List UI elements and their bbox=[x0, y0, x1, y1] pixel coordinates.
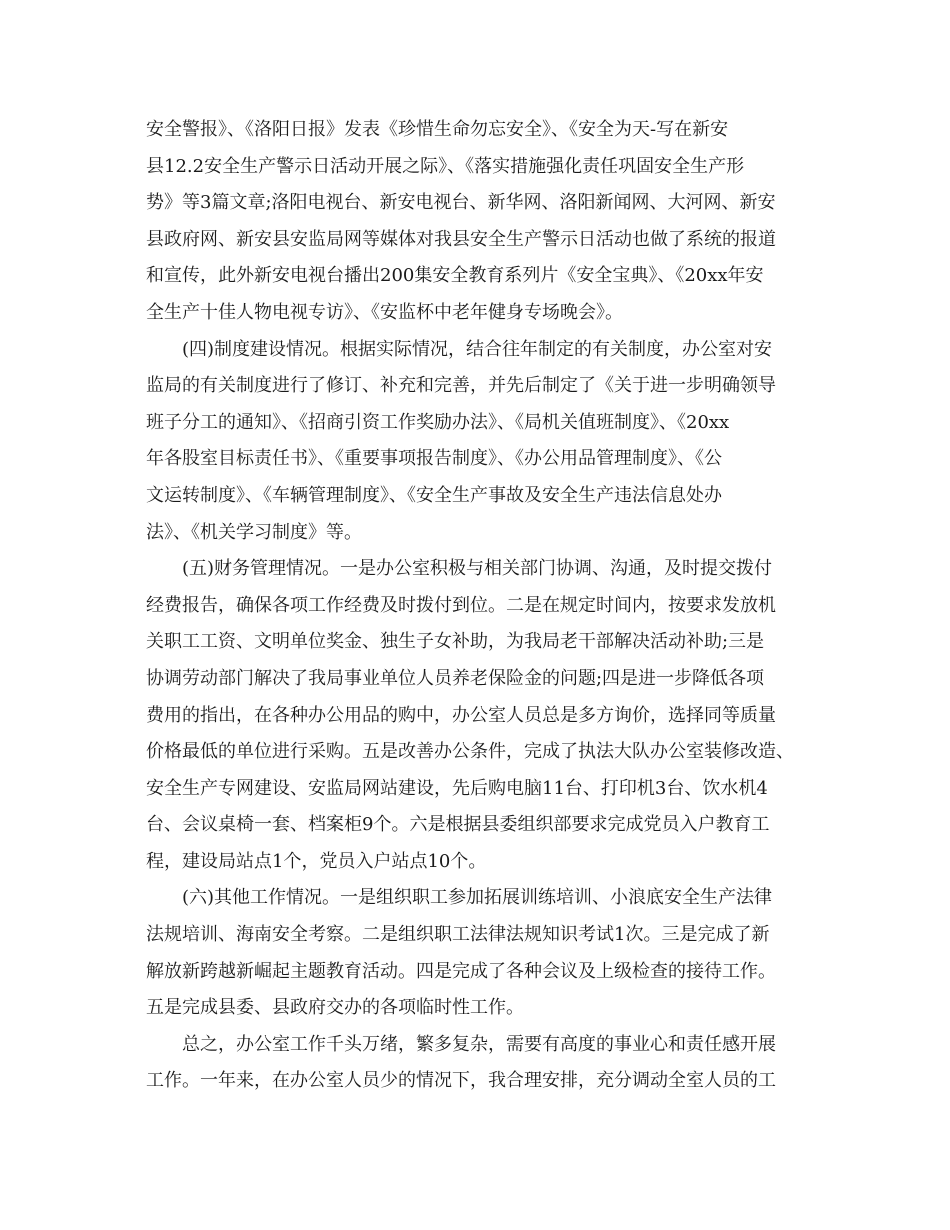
text-line: (四)制度建设情况。根据实际情况，结合往年制定的有关制度，办公室对安 bbox=[182, 338, 773, 360]
text-line: 法》、《机关学习制度》等。 bbox=[146, 521, 362, 543]
text-line: 县12.2安全生产警示日活动开展之际》、《落实措施强化责任巩固安全生产形 bbox=[146, 155, 745, 177]
text-line: 五是完成县委、县政府交办的各项临时性工作。 bbox=[146, 997, 524, 1019]
text-line: 台、会议桌椅一套、档案柜9个。六是根据县委组织部要求完成党员入户教育工 bbox=[146, 814, 770, 836]
text-line: 安全生产专网建设、安监局网站建设，先后购电脑11台、打印机3台、饮水机4 bbox=[146, 777, 768, 799]
document-body bbox=[146, 112, 806, 1100]
text-line: 协调劳动部门解决了我局事业单位人员养老保险金的问题;四是进一步降低各项 bbox=[146, 667, 765, 689]
text-line: (五)财务管理情况。一是办公室积极与相关部门协调、沟通，及时提交拨付 bbox=[182, 558, 773, 580]
text-line: 程，建设局站点1个，党员入户站点10个。 bbox=[146, 850, 487, 872]
text-line: 年各股室目标责任书》、《重要事项报告制度》、《办公用品管理制度》、《公 bbox=[146, 448, 722, 470]
text-line: 关职工工资、文明单位奖金、独生子女补助，为我局老干部解决活动补助;三是 bbox=[146, 631, 765, 653]
text-line: 总之，办公室工作千头万绪，繁多复杂，需要有高度的事业心和责任感开展 bbox=[182, 1033, 776, 1055]
text-line: 县政府网、新安县安监局网等媒体对我县安全生产警示日活动也做了系统的报道 bbox=[146, 228, 776, 250]
text-line: (六)其他工作情况。一是组织职工参加拓展训练培训、小浪底安全生产法律 bbox=[182, 887, 773, 909]
text-line: 班子分工的通知》、《招商引资工作奖励办法》、《局机关值班制度》、《20xx bbox=[146, 411, 730, 433]
text-line: 费用的指出，在各种办公用品的购中，办公室人员总是多方询价，选择同等质量 bbox=[146, 704, 776, 726]
text-line: 文运转制度》、《车辆管理制度》、《安全生产事故及安全生产违法信息处办 bbox=[146, 484, 722, 506]
text-line: 势》等3篇文章;洛阳电视台、新安电视台、新华网、洛阳新闻网、大河网、新安 bbox=[146, 192, 776, 214]
text-line: 经费报告，确保各项工作经费及时拨付到位。二是在规定时间内，按要求发放机 bbox=[146, 594, 776, 616]
text-line: 法规培训、海南安全考察。二是组织职工法律法规知识考试1次。三是完成了新 bbox=[146, 924, 770, 946]
text-line: 全生产十佳人物电视专访》、《安监杯中老年健身专场晚会》。 bbox=[146, 301, 623, 323]
text-line: 监局的有关制度进行了修订、补充和完善，并先后制定了《关于进一步明确领导 bbox=[146, 375, 776, 397]
text-line: 和宣传，此外新安电视台播出200集安全教育系列片《安全宝典》、《20xx年安 bbox=[146, 265, 764, 287]
text-line: 解放新跨越新崛起主题教育活动。四是完成了各种会议及上级检查的接待工作。 bbox=[146, 960, 776, 982]
text-line: 工作。一年来，在办公室人员少的情况下，我合理安排，充分调动全室人员的工 bbox=[146, 1070, 776, 1092]
text-line: 安全警报》、《洛阳日报》发表《珍惜生命勿忘安全》、《安全为天-写在新安 bbox=[146, 119, 729, 140]
text-line: 价格最低的单位进行采购。五是改善办公条件，完成了执法大队办公室装修改造、 bbox=[146, 741, 794, 763]
